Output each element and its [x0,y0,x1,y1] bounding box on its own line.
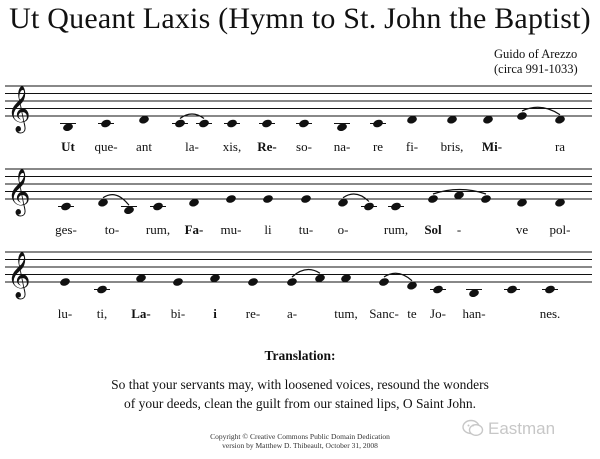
translation-line-2: of your deeds, clean the guilt from our stained lips, O Saint John. [123,396,477,411]
note-head [198,118,210,128]
note-head [261,118,273,128]
lyric-syllable: ra [554,139,566,154]
treble-clef-icon: 𝄞 [7,86,31,132]
lyric-syllable: - [456,222,462,237]
note-head [286,277,298,287]
lyric-syllable: Re- [257,139,277,154]
lyric-syllable: Sol [424,222,442,237]
lyric-syllable: i [213,306,217,321]
composer-name: Guido of Arezzo [494,47,578,61]
watermark-text: Eastman [488,419,556,438]
version-line: version by Matthew D. Thibeault, October 31, 2008 [222,441,378,450]
copyright-line: Copyright © Creative Commons Public Domain Dedication [210,432,390,441]
staff-system-1 [5,86,592,134]
note-head [427,194,439,204]
lyric-syllable: La- [131,306,151,321]
watermark [462,418,592,440]
lyric-syllable: re- [245,306,261,321]
treble-clef-icon: 𝄞 [7,169,31,215]
lyric-syllable: tum, [334,306,358,321]
lyric-syllable: te [407,306,417,321]
staff-system-2 [5,169,592,217]
lyric-syllable: o- [337,222,349,237]
note-head [363,201,375,211]
slur [292,270,320,277]
lyric-syllable: han- [462,306,486,321]
note-head [544,284,556,294]
note-head [298,118,310,128]
lyric-syllable: so- [296,139,312,154]
note-head [60,201,72,211]
lyric-syllable: nes. [539,306,561,321]
lyrics-line-1 [0,139,600,157]
note-head [96,284,108,294]
lyric-syllable: rum, [145,222,171,237]
lyric-syllable: xis, [222,139,242,154]
lyrics-line-3 [0,306,600,324]
lyric-syllable: lu- [57,306,73,321]
lyric-syllable: rum, [383,222,409,237]
note-head [172,277,184,287]
page-title: Ut Queant Laxis (Hymn to St. John the Baptist) [9,2,591,35]
lyric-syllable: re [372,139,384,154]
lyric-syllable: ti, [96,306,108,321]
note-head [378,277,390,287]
note-head [152,201,164,211]
note-head [226,118,238,128]
lyrics-line-2 [0,222,600,240]
translation-line-1: So that your servants may, with loosened voices, resound the wonders [111,377,489,392]
lyric-syllable: fi- [405,139,419,154]
note-head [372,118,384,128]
note-head [100,118,112,128]
note-head [300,194,312,204]
translation-heading: Translation: [264,348,336,363]
note-head [516,111,528,121]
lyric-syllable: Mi- [481,139,503,154]
note-head [247,277,259,287]
note-head [432,284,444,294]
lyric-syllable: li [264,222,272,237]
lyric-syllable: Fa- [184,222,204,237]
lyric-syllable: ant [136,139,152,154]
lyric-syllable: na- [333,139,351,154]
lyric-syllable: ve [515,222,529,237]
lyric-syllable: mu- [220,222,242,237]
composer-dates: (circa 991-1033) [494,62,578,76]
staff-system-3 [5,252,592,300]
lyric-syllable: que- [94,139,118,154]
note-head [225,194,237,204]
lyric-syllable: Sanc- [369,306,399,321]
lyric-syllable: pol- [549,222,571,237]
lyric-syllable: tu- [298,222,314,237]
lyric-syllable: Jo- [430,306,446,321]
treble-clef-icon: 𝄞 [7,252,31,298]
wechat-icon [462,419,484,437]
lyric-syllable: bris, [440,139,464,154]
note-head [480,194,492,204]
lyric-syllable: la- [185,139,199,154]
lyric-syllable: Ut [61,139,75,154]
note-head [262,194,274,204]
translation-text [0,375,600,413]
note-head [59,277,71,287]
lyric-syllable: to- [104,222,120,237]
lyric-syllable: ges- [55,222,77,237]
note-head [390,201,402,211]
note-head [174,118,186,128]
lyric-syllable: a- [286,306,298,321]
note-head [506,284,518,294]
lyric-syllable: bi- [170,306,186,321]
